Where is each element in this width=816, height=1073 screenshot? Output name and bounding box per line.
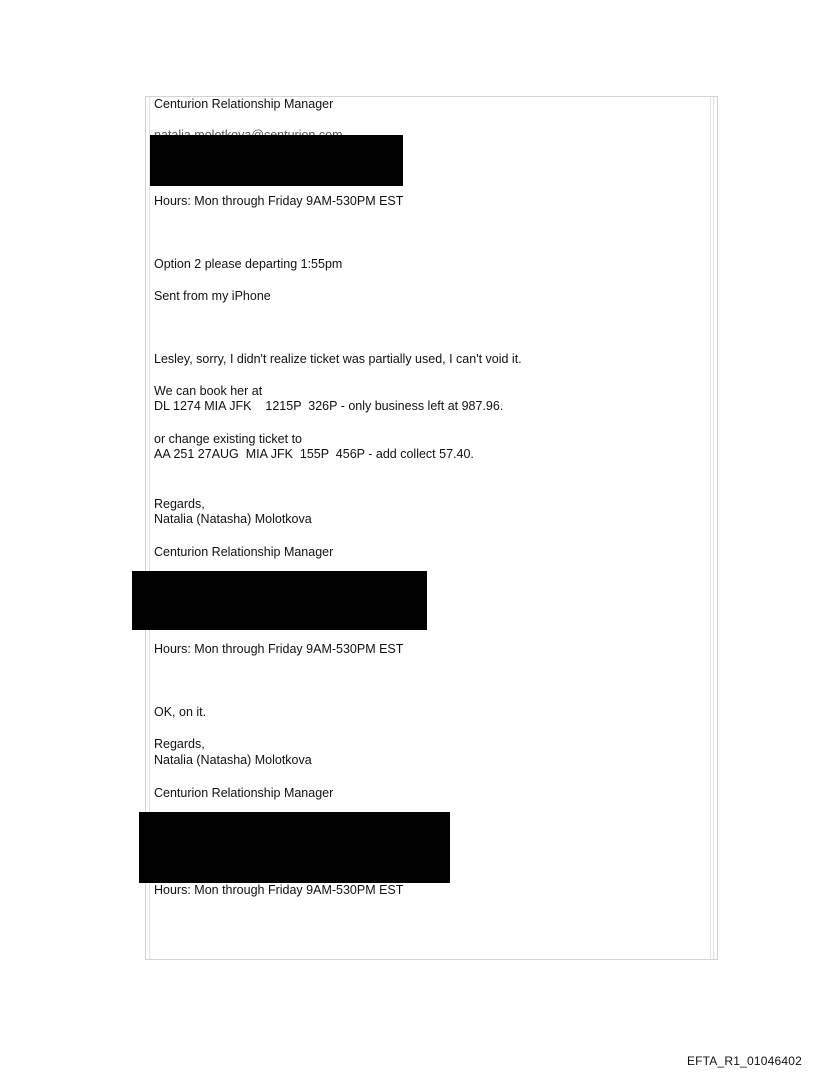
flight-option-1: DL 1274 MIA JFK 1215P 326P - only business left at 987.96. [154, 399, 504, 413]
signature-hours: Hours: Mon through Friday 9AM-530PM EST [154, 642, 404, 656]
signature-title: Centurion Relationship Manager [154, 786, 334, 800]
signature-hours: Hours: Mon through Friday 9AM-530PM EST [154, 194, 404, 208]
signature-title: Centurion Relationship Manager [154, 545, 334, 559]
message-text: or change existing ticket to [154, 432, 302, 446]
frame-inner-right-rule [710, 97, 711, 959]
document-id: EFTA_R1_01046402 [686, 1054, 802, 1068]
message-text: Lesley, sorry, I didn't realize ticket was partially used, I can't void it. [154, 352, 522, 366]
message-sent-from: Sent from my iPhone [154, 289, 271, 303]
message-text: Option 2 please departing 1:55pm [154, 257, 343, 271]
message-text: OK, on it. [154, 705, 207, 719]
frame-inner-right-rule-2 [713, 97, 714, 959]
signature-title: Centurion Relationship Manager [154, 97, 334, 111]
signature-hours: Hours: Mon through Friday 9AM-530PM EST [154, 883, 404, 897]
signature-regards: Regards, [154, 497, 205, 511]
redaction-box [139, 812, 450, 883]
signature-name: Natalia (Natasha) Molotkova [154, 753, 312, 767]
flight-option-2: AA 251 27AUG MIA JFK 155P 456P - add collect 57.40. [154, 447, 474, 461]
signature-regards: Regards, [154, 737, 205, 751]
signature-name: Natalia (Natasha) Molotkova [154, 512, 312, 526]
redaction-box [132, 571, 427, 630]
redaction-box [150, 135, 403, 186]
message-text: We can book her at [154, 384, 263, 398]
